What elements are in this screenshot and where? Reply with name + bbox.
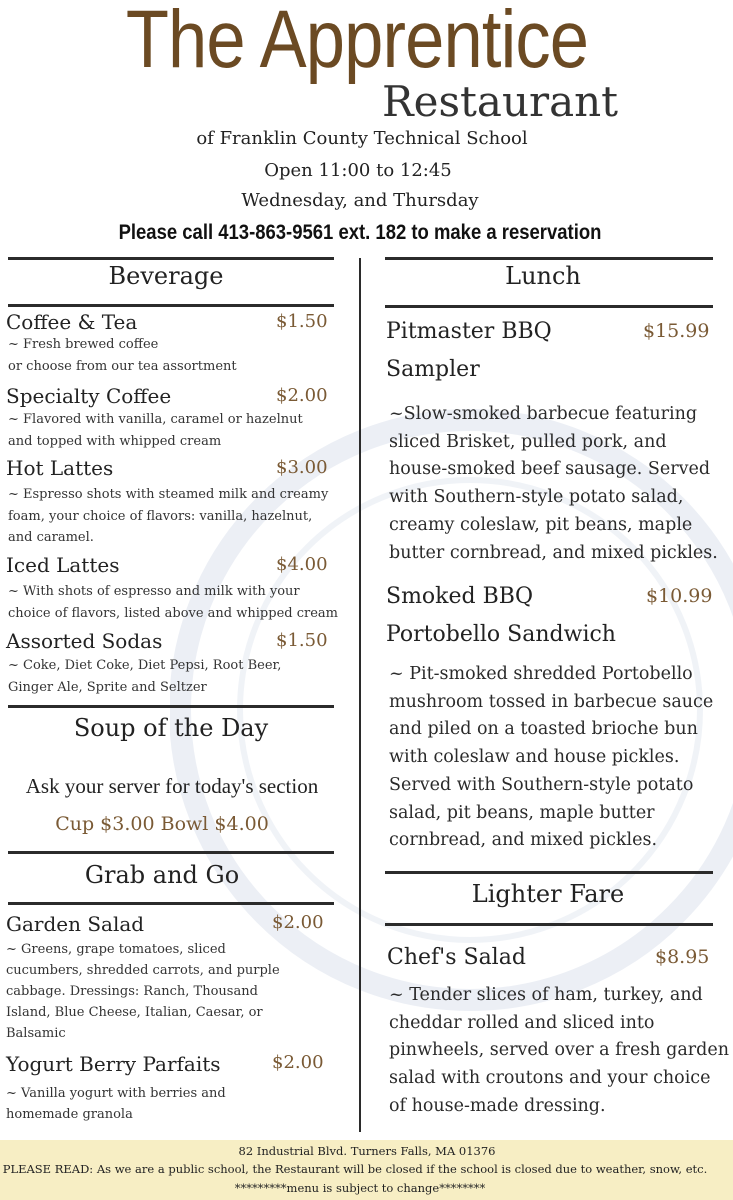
soup-prices: Cup $3.00 Bowl $4.00 <box>55 813 269 835</box>
menu-item-name: Chef's Salad <box>387 945 526 970</box>
section-heading-lighter: Lighter Fare <box>471 880 625 908</box>
menu-item-description: and piled on a toasted brioche bun <box>389 719 698 740</box>
menu-item-description: cheddar rolled and sliced into <box>389 1012 655 1033</box>
menu-item-description: and topped with whipped cream <box>8 433 222 449</box>
menu-item-description: ~Slow-smoked barbecue featuring <box>389 404 698 424</box>
menu-item-price: $10.99 <box>646 585 713 607</box>
menu-item-description: and caramel. <box>8 530 94 545</box>
menu-item-description: Served with Southern-style potato <box>389 774 694 795</box>
menu-item-description: cucumbers, shredded carrots, and purple <box>6 963 280 978</box>
menu-item-price: $2.00 <box>276 385 328 406</box>
menu-item-description: with Southern-style potato salad, <box>389 487 684 508</box>
section-rule <box>385 257 713 260</box>
menu-item-name: Garden Salad <box>6 912 145 936</box>
footer-notice: PLEASE READ: As we are a public school, the Restaurant will be closed if the school is closed due to weather, snow, etc. <box>2 1162 708 1176</box>
school-name: of Franklin County Technical School <box>196 128 528 149</box>
menu-item-description: ~ Coke, Diet Coke, Diet Pepsi, Root Beer, <box>8 658 282 673</box>
menu-item-description: ~ Vanilla yogurt with berries and <box>6 1086 226 1101</box>
menu-item-name: Specialty Coffee <box>6 384 172 408</box>
menu-item-description: ~ Espresso shots with steamed milk and creamy <box>8 487 329 502</box>
menu-item-description: Balsamic <box>6 1026 66 1041</box>
section-rule <box>385 871 713 874</box>
menu-item-description: mushroom tossed in barbecue sauce <box>389 691 714 712</box>
menu-item-description: ~ Greens, grape tomatoes, sliced <box>6 942 226 957</box>
menu-item-price: $15.99 <box>643 320 710 342</box>
menu-item-price: $2.00 <box>272 1052 324 1073</box>
menu-item-name: Iced Lattes <box>6 553 120 577</box>
section-rule <box>8 851 334 854</box>
menu-item-description: butter cornbread, and mixed pickles. <box>389 542 718 563</box>
menu-item-description: ~ Pit-smoked shredded Portobello <box>389 664 693 684</box>
menu-item-description: sliced Brisket, pulled pork, and <box>389 431 667 452</box>
menu-item-description: cabbage. Dressings: Ranch, Thousand <box>6 984 258 999</box>
menu-item-description: foam, your choice of flavors: vanilla, hazelnut, <box>8 508 313 524</box>
menu-item-name: Smoked BBQ <box>386 584 533 609</box>
section-heading-grab: Grab and Go <box>84 861 240 889</box>
section-rule <box>385 305 713 308</box>
menu-item-name: Hot Lattes <box>6 456 114 480</box>
menu-item-name: Coffee & Tea <box>6 310 138 334</box>
footer-address: 82 Industrial Blvd. Turners Falls, MA 01376 <box>238 1144 496 1158</box>
menu-item-description: salad, pit beans, maple butter <box>389 802 655 823</box>
menu-item-price: $4.00 <box>276 554 328 575</box>
section-rule <box>8 257 334 260</box>
section-rule <box>8 902 334 905</box>
section-heading-beverage: Beverage <box>108 262 224 290</box>
section-heading-soup: Soup of the Day <box>73 714 269 742</box>
menu-item-description: creamy coleslaw, pit beans, maple <box>389 514 693 535</box>
menu-item-name: Portobello Sandwich <box>386 622 616 647</box>
section-rule <box>385 923 713 926</box>
soup-note: Ask your server for today's section <box>25 774 319 798</box>
menu-item-description: ~ Flavored with vanilla, caramel or hazelnut <box>8 412 303 427</box>
menu-item-description: Ginger Ale, Sprite and Seltzer <box>8 679 207 695</box>
menu-item-price: $8.95 <box>655 946 710 968</box>
menu-item-description: salad with croutons and your choice <box>389 1068 711 1089</box>
menu-item-name: Pitmaster BBQ <box>386 319 552 344</box>
menu-item-description: ~ Tender slices of ham, turkey, and <box>389 985 703 1005</box>
section-rule <box>8 705 334 708</box>
menu-item-price: $2.00 <box>272 912 324 933</box>
menu-item-description: homemade granola <box>6 1107 133 1122</box>
column-divider <box>359 258 361 1132</box>
reservation-phone: Please call 413-863-9561 ext. 182 to make a reservation <box>118 221 602 244</box>
footer-change-note: *********menu is subject to change******** <box>234 1181 486 1195</box>
menu-item-description: with coleslaw and house pickles. <box>389 747 680 768</box>
section-heading-lunch: Lunch <box>505 262 581 290</box>
menu-item-description: or choose from our tea assortment <box>8 358 237 374</box>
restaurant-title: The Apprentice <box>125 0 589 85</box>
footer <box>0 1140 733 1200</box>
menu-item-description: Island, Blue Cheese, Italian, Caesar, or <box>6 1005 263 1020</box>
menu-item-description: cornbread, and mixed pickles. <box>389 830 658 851</box>
menu-item-description: pinwheels, served over a fresh garden <box>389 1040 729 1061</box>
menu-item-price: $3.00 <box>276 457 328 478</box>
menu-item-description: ~ Fresh brewed coffee <box>8 337 159 352</box>
days: Wednesday, and Thursday <box>241 190 479 211</box>
menu-item-description: of house-made dressing. <box>389 1095 606 1116</box>
menu-item-price: $1.50 <box>276 630 328 651</box>
menu-item-description: choice of flavors, listed above and whipped cream <box>8 605 338 621</box>
menu-item-description: ~ With shots of espresso and milk with your <box>8 584 300 599</box>
hours: Open 11:00 to 12:45 <box>264 160 452 181</box>
menu-item-description: house-smoked beef sausage. Served <box>389 459 711 480</box>
restaurant-subtitle: Restaurant <box>382 77 619 126</box>
section-rule <box>8 304 334 307</box>
menu-item-name: Assorted Sodas <box>6 629 163 653</box>
menu-item-name: Sampler <box>386 357 480 382</box>
menu-item-name: Yogurt Berry Parfaits <box>6 1052 221 1076</box>
menu-item-price: $1.50 <box>276 311 328 332</box>
